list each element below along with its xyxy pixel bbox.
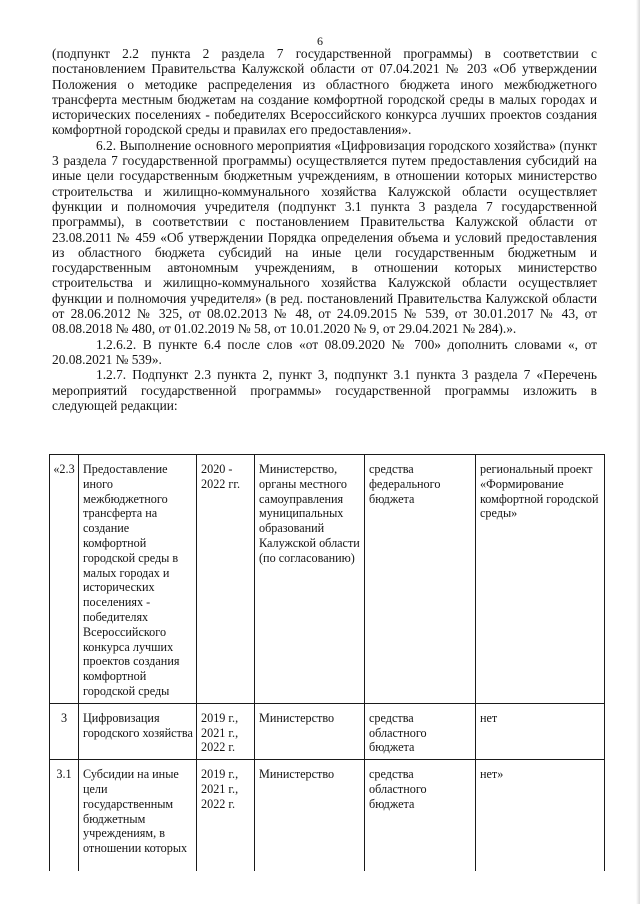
- page-number: 6: [317, 34, 323, 48]
- measures-table: [49, 454, 605, 871]
- measure-period: 2019 г., 2021 г., 2022 г.: [197, 760, 255, 872]
- funding-source: средства федерального бюджета: [365, 455, 476, 704]
- measure-period: 2019 г., 2021 г., 2022 г.: [197, 703, 255, 759]
- measure-name: Предоставление иного межбюджетного трансферта на создание комфортной городской среды в малых городах и исторических поселениях - победителях Всероссийского конкурса лучших проектов создания комфортной городской среды: [79, 455, 197, 704]
- funding-source: средства областного бюджета: [365, 703, 476, 759]
- paragraph-6-2: 6.2. Выполнение основного мероприятия «Цифровизация городского хозяйства» (пункт 3 раздела 7 государственной программы) осуществляется путем предоставления субсидий на иные цели государственным бюджетным учреждениям, в отношении которых министерство строительства и жилищно-коммунального хозяйства Калужской области осуществляет функции и полномочия учредителя (подпункт 3.1 пункта 3 раздела 7 государственной программы), в соответствии с постановлением Правительства Калужской области от 23.08.2011 № 459 «Об утверждении Порядка определения объема и условий предоставления из областного бюджета субсидий на иные цели государственным бюджетным и государственным автономным учреждениям, в отношении которых министерство строительства и жилищно-коммунального хозяйства Калужской области осуществляет функции и полномочия учредителя» (в ред. постановлений Правительства Калужской области от 28.06.2012 № 325, от 08.02.2013 № 48, от 24.09.2015 № 539, от 30.01.2017 № 43, от 08.08.2018 № 480, от 01.02.2019 № 58, от 10.01.2020 № 9, от 29.04.2021 № 284).».: [52, 137, 597, 337]
- row-number: «2.3: [50, 455, 79, 704]
- table-row: [50, 455, 605, 704]
- regional-project: нет: [476, 703, 605, 759]
- row-number: 3: [50, 703, 79, 759]
- page-edge-shadow: [636, 0, 640, 904]
- table-row: [50, 760, 605, 872]
- paragraph-1-2-7: 1.2.7. Подпункт 2.3 пункта 2, пункт 3, подпункт 3.1 пункта 3 раздела 7 «Перечень мероприятий государственной программы» государственной программы изложить в следующей редакции:: [52, 367, 597, 413]
- regional-project: региональный проект «Формирование комфортной городской среды»: [476, 455, 605, 704]
- measure-executor: Министерство: [255, 703, 365, 759]
- measure-period: 2020 - 2022 гг.: [197, 455, 255, 704]
- funding-source: средства областного бюджета: [365, 760, 476, 872]
- row-number: 3.1: [50, 760, 79, 872]
- measure-executor: Министерство: [255, 760, 365, 872]
- paragraph-1-2-6-2: 1.2.6.2. В пункте 6.4 после слов «от 08.09.2020 № 700» дополнить словами «, от 20.08.2021 № 539».: [52, 336, 597, 367]
- table-row: [50, 703, 605, 759]
- paragraph-continuation: (подпункт 2.2 пункта 2 раздела 7 государственной программы) в соответствии с постановлением Правительства Калужской области от 07.04.2021 № 203 «Об утверждении Положения о методике распределения из областного бюджета иного межбюджетного трансферта местным бюджетам на создание комфортной городской среды в малых городах и исторических поселениях - победителях Всероссийского конкурса лучших проектов создания комфортной городской среды и правилах его предоставления».: [52, 46, 597, 138]
- measure-name: Субсидии на иные цели государственным бюджетным учреждениям, в отношении которых: [79, 760, 197, 872]
- measure-executor: Министерство, органы местного самоуправления муниципальных образований Калужской области (по согласованию): [255, 455, 365, 704]
- regional-project: нет»: [476, 760, 605, 872]
- measure-name: Цифровизация городского хозяйства: [79, 703, 197, 759]
- document-body: [52, 46, 597, 413]
